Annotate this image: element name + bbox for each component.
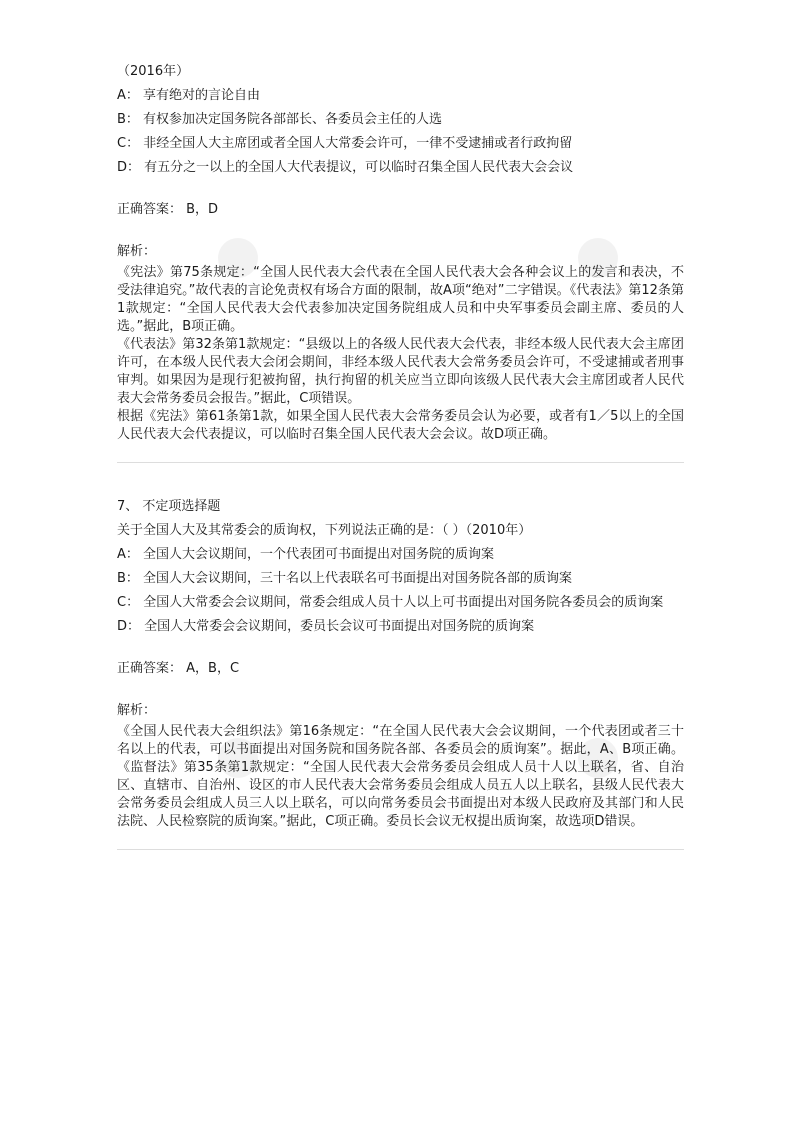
analysis-paragraph: 《全国人民代表大会组织法》第16条规定：“在全国人民代表大会会议期间，一个代表团或者三十名以上的代表，可以书面提出对国务院和国务院各部、各委员会的质询案”。据此，A、B项正确。《监督法》第35条第1款规定：“全国人民代表大会常务委员会组成人员十人以上联名，省、自治区、直辖市、自治州、设区的市人民代表大会常务委员会组成人员五人以上联名，县级人民代表大会常务委员会组成人员三人以上联名，可以向常务委员会书面提出对本级人民政府及其部门和人民法院、人民检察院的质询案。”据此，C项正确。委员长会议无权提出质询案，故选项D错误。 xyxy=(117,724,684,829)
option-c: C： 全国人大常委会会议期间，常委会组成人员十人以上可书面提出对国务院各委员会的质询案 xyxy=(117,595,664,610)
analysis-label: 解析： xyxy=(117,703,157,718)
analysis-paragraph: 《宪法》第75条规定：“全国人民代表大会代表在全国人民代表大会各种会议上的发言和表决，不受法律追究。”故代表的言论免责权有场合方面的限制，故A项“绝对”二字错误。《代表法》第12条第1款规定：“全国人民代表大会代表参加决定国务院组成人员和中央军事委员会副主席、委员的人选。”据此，B项正确。 xyxy=(117,265,684,334)
option-a: A： 享有绝对的言论自由 xyxy=(117,88,261,103)
question-6 xyxy=(117,60,684,463)
analysis-paragraph: 《代表法》第32条第1款规定：“县级以上的各级人民代表大会代表，非经本级人民代表大会主席团许可，在本级人民代表大会闭会期间，非经本级人民代表大会常务委员会许可，不受逮捕或者刑事审判。如果因为是现行犯被拘留，执行拘留的机关应当立即向该级人民代表大会主席团或者人民代表大会常务委员会报告。”据此，C项错误。 xyxy=(117,337,684,406)
correct-answer: 正确答案： A，B，C xyxy=(117,661,240,676)
question-header: 7、 不定项选择题 xyxy=(117,499,221,514)
section-divider xyxy=(117,849,684,850)
analysis-paragraph: 根据《宪法》第61条第1款，如果全国人民代表大会常务委员会认为必要，或者有1／5以上的全国人民代表大会代表提议，可以临时召集全国人民代表大会会议。故D项正确。 xyxy=(117,409,684,442)
option-b: B： 有权参加决定国务院各部部长、各委员会主任的人选 xyxy=(117,112,443,127)
option-d: D： 全国人大常委会会议期间，委员长会议可书面提出对国务院的质询案 xyxy=(117,619,535,634)
document-page xyxy=(117,60,684,850)
analysis-label: 解析： xyxy=(117,244,157,259)
option-c: C： 非经全国人大主席团或者全国人大常委会许可，一律不受逮捕或者行政拘留 xyxy=(117,136,573,151)
option-b: B： 全国人大会议期间，三十名以上代表联名可书面提出对国务院各部的质询案 xyxy=(117,571,573,586)
option-a: A： 全国人大会议期间，一个代表团可书面提出对国务院的质询案 xyxy=(117,547,495,562)
question-stem: 关于全国人大及其常委会的质询权，下列说法正确的是：（ ）（2010年） xyxy=(117,523,532,538)
question-7 xyxy=(117,495,684,850)
correct-answer: 正确答案： B，D xyxy=(117,202,219,217)
question-year: （2016年） xyxy=(117,64,190,79)
option-d: D： 有五分之一以上的全国人大代表提议，可以临时召集全国人民代表大会会议 xyxy=(117,160,574,175)
